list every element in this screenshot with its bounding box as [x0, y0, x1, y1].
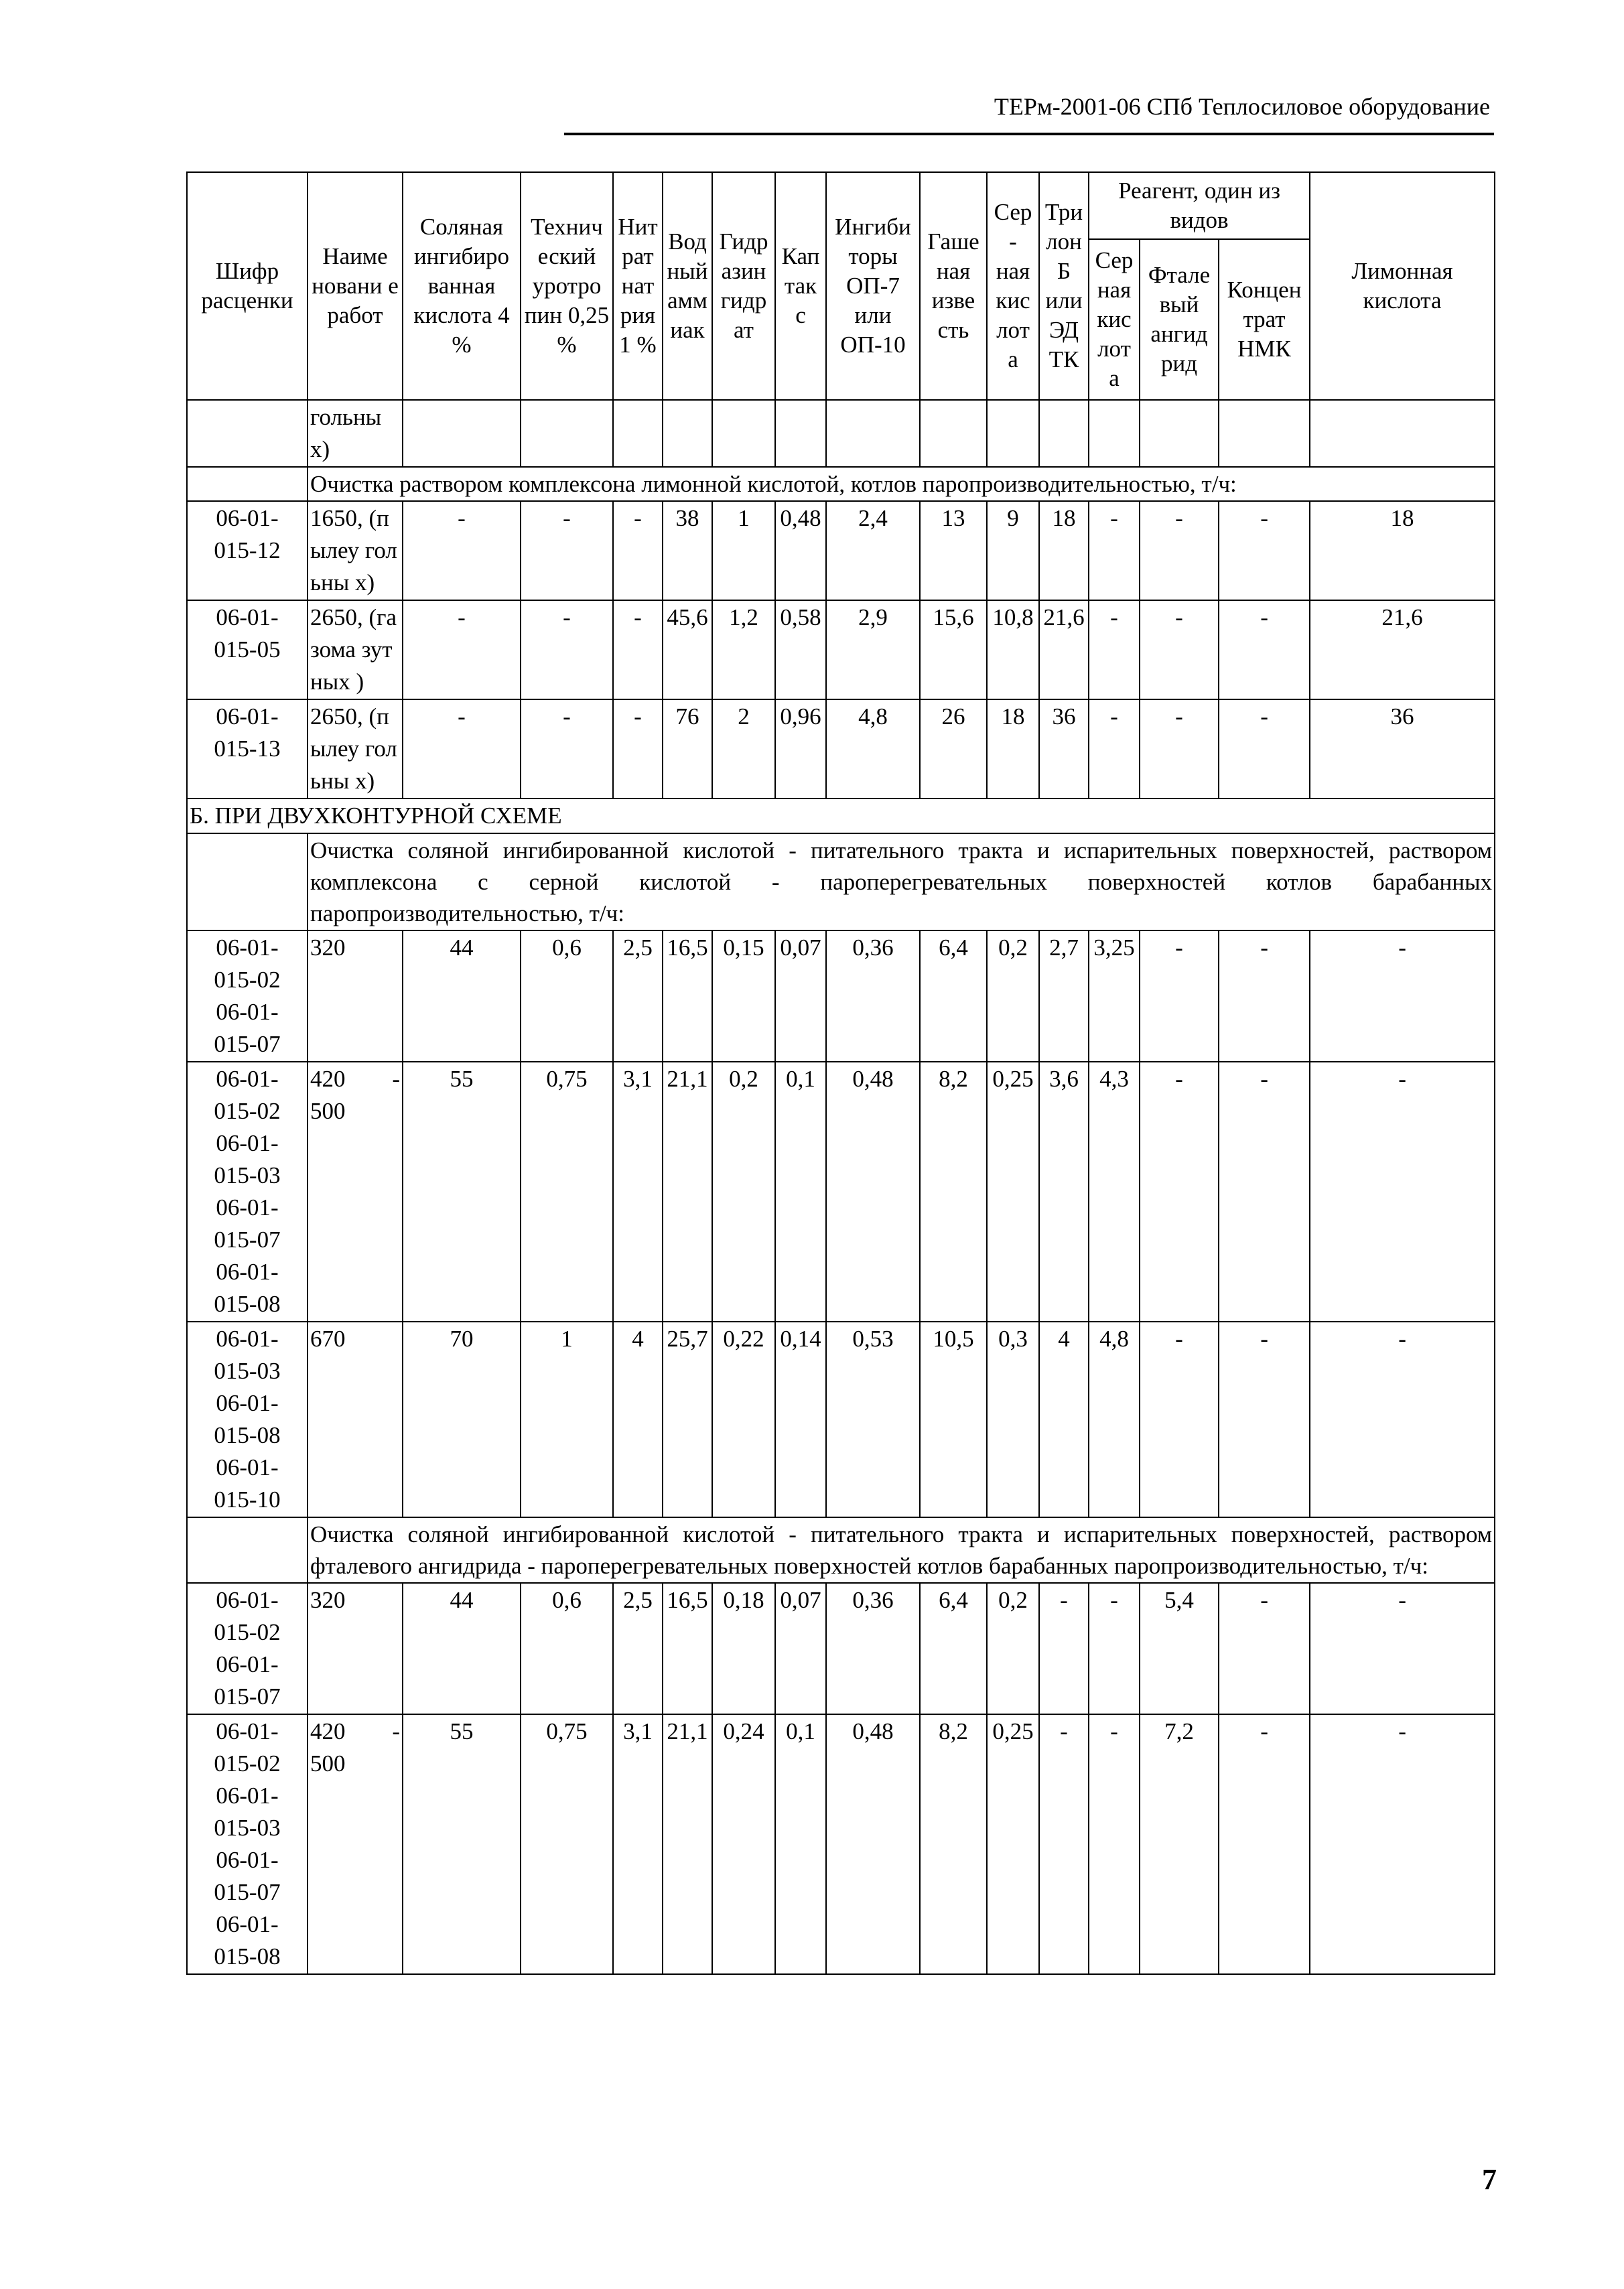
value-cell: 8,2 — [920, 1062, 987, 1322]
value-cell: 25,7 — [663, 1322, 712, 1517]
work-name: 670 — [310, 1326, 346, 1352]
col-header-code: Шифр расценки — [187, 172, 308, 400]
value-cell: 21,1 — [663, 1062, 712, 1322]
code-cell — [187, 1322, 308, 1517]
value-cell: - — [1219, 930, 1310, 1062]
value-cell: 0,75 — [521, 1714, 613, 1974]
col-header-reagent-phthalic: Фтале вый ангид рид — [1140, 239, 1219, 400]
value-cell: 1 — [712, 501, 775, 600]
value-cell: 2,7 — [1039, 930, 1089, 1062]
work-name-cell — [308, 600, 403, 699]
col-header-urotropin: Технич еский уротро пин 0,25 % — [521, 172, 613, 400]
work-name-cell — [308, 501, 403, 600]
value-cell: - — [1140, 699, 1219, 799]
value-cell: 13 — [920, 501, 987, 600]
code-line: 06-01- — [216, 1259, 279, 1285]
work-name: 320 — [310, 934, 346, 961]
value-cell: 38 — [663, 501, 712, 600]
subheading-a: Очистка раствором комплексона лимонной кислотой, котлов паропроизводительностью, т/ч: — [308, 467, 1495, 501]
value-cell: 15,6 — [920, 600, 987, 699]
subheading-b2: Очистка соляной ингибированной кислотой - питательного тракта и испарительных поверхностей, раствором фталевого ангидрида - пароперегревательных поверхностей котлов барабанных паропроизводительностью, т/ч: — [308, 1517, 1495, 1583]
value-cell: 18 — [1310, 501, 1495, 600]
value-cell: - — [1219, 1062, 1310, 1322]
value-cell: 2,5 — [613, 930, 663, 1062]
code-line: 06-01- — [216, 1783, 279, 1809]
value-cell: 16,5 — [663, 1583, 712, 1714]
code-line: 015-02 — [214, 1619, 281, 1645]
table-header — [187, 172, 1495, 400]
value-cell: - — [403, 699, 521, 799]
work-name-cell — [308, 699, 403, 799]
value-cell: - — [613, 501, 663, 600]
table-row — [187, 1322, 1495, 1517]
col-header-inhibitors: Ингиби торы ОП-7 или ОП-10 — [826, 172, 920, 400]
col-header-reagent-sulfuric: Сер ная кис лот а — [1089, 239, 1140, 400]
work-name: 1650, (пылеу гольны х) — [310, 505, 397, 596]
code-line: 015-12 — [214, 537, 281, 563]
value-cell: - — [1219, 1583, 1310, 1714]
range-dash: - — [392, 1718, 400, 1744]
code-line: 015-07 — [214, 1879, 281, 1905]
subheading-b1: Очистка соляной ингибированной кислотой - питательного тракта и испарительных поверхностей, раствором комплексона с серной кислотой - пароперегревательных поверхностей котлов барабанных паропроизводительностью, т/ч: — [308, 833, 1495, 930]
col-header-reagent-nmk: Концен трат НМК — [1219, 239, 1310, 400]
work-name-cell — [308, 930, 403, 1062]
norms-table — [186, 171, 1495, 1975]
work-name: 2650, (газома зутных ) — [310, 604, 397, 695]
value-cell: - — [1219, 1714, 1310, 1974]
value-cell: - — [1310, 1062, 1495, 1322]
code-cell — [187, 930, 308, 1062]
value-cell: 0,07 — [775, 1583, 826, 1714]
code-line: 06-01- — [216, 1454, 279, 1480]
code-line: 06-01- — [216, 934, 279, 961]
col-header-ammonia: Вод ный амм иак — [663, 172, 712, 400]
code-line: 06-01- — [216, 703, 279, 730]
code-cell — [187, 600, 308, 699]
value-cell: - — [1219, 600, 1310, 699]
value-cell: - — [403, 600, 521, 699]
value-cell: - — [613, 699, 663, 799]
col-header-citric-acid: Лимонная кислота — [1310, 172, 1495, 400]
table-row — [187, 1062, 1495, 1322]
rows-b1 — [187, 930, 1495, 1517]
value-cell: 55 — [403, 1062, 521, 1322]
code-cell — [187, 467, 308, 501]
col-header-lime: Гаше ная изве сть — [920, 172, 987, 400]
value-cell: 0,48 — [826, 1062, 920, 1322]
code-line: 015-02 — [214, 967, 281, 993]
value-cell: 0,3 — [987, 1322, 1039, 1517]
value-cell: 0,36 — [826, 930, 920, 1062]
value-cell: 3,25 — [1089, 930, 1140, 1062]
work-name-second: 500 — [310, 1098, 346, 1124]
value-cell: - — [521, 501, 613, 600]
table-row-continuation — [187, 400, 1495, 467]
value-cell: 4 — [1039, 1322, 1089, 1517]
code-line: 015-13 — [214, 736, 281, 762]
value-cell: 0,25 — [987, 1062, 1039, 1322]
code-cell — [187, 400, 308, 467]
value-cell: - — [1089, 1714, 1140, 1974]
value-cell: 6,4 — [920, 930, 987, 1062]
section-b-body — [187, 799, 1495, 930]
code-line: 06-01- — [216, 1130, 279, 1156]
value-cell: 21,6 — [1039, 600, 1089, 699]
value-cell: - — [1140, 1322, 1219, 1517]
value-cell: - — [1219, 501, 1310, 600]
table-row — [187, 1714, 1495, 1974]
section-heading-row — [187, 799, 1495, 833]
work-name-cell: гольны х) — [308, 400, 403, 467]
value-cell: - — [1140, 501, 1219, 600]
value-cell: 5,4 — [1140, 1583, 1219, 1714]
code-line: 06-01- — [216, 1326, 279, 1352]
code-line: 015-02 — [214, 1098, 281, 1124]
value-cell: 76 — [663, 699, 712, 799]
code-cell — [187, 1517, 308, 1583]
value-cell: 44 — [403, 1583, 521, 1714]
value-cell: - — [1219, 1322, 1310, 1517]
value-cell: 0,6 — [521, 1583, 613, 1714]
value-cell: 0,1 — [775, 1062, 826, 1322]
code-line: 06-01- — [216, 1066, 279, 1092]
value-cell: 0,15 — [712, 930, 775, 1062]
range-dash: - — [392, 1066, 400, 1092]
value-cell: 45,6 — [663, 600, 712, 699]
value-cell: - — [1140, 600, 1219, 699]
subheading-row — [187, 833, 1495, 930]
code-line: 015-08 — [214, 1943, 281, 1969]
table-row — [187, 699, 1495, 799]
value-cell: 2 — [712, 699, 775, 799]
table-row — [187, 930, 1495, 1062]
value-cell: 4,8 — [1089, 1322, 1140, 1517]
value-cell: 10,8 — [987, 600, 1039, 699]
value-cell: - — [521, 699, 613, 799]
col-header-hydrazine: Гидр азин гидр ат — [712, 172, 775, 400]
value-cell: - — [1089, 699, 1140, 799]
work-name-second: 500 — [310, 1750, 346, 1777]
value-cell: 0,24 — [712, 1714, 775, 1974]
value-cell: 55 — [403, 1714, 521, 1974]
work-name: 2650, (пылеу гольны х) — [310, 703, 397, 794]
value-cell: 4 — [613, 1322, 663, 1517]
table-row — [187, 501, 1495, 600]
value-cell: 0,2 — [712, 1062, 775, 1322]
value-cell: 0,48 — [775, 501, 826, 600]
value-cell: 7,2 — [1140, 1714, 1219, 1974]
value-cell: 0,25 — [987, 1714, 1039, 1974]
value-cell: 0,07 — [775, 930, 826, 1062]
value-cell: - — [613, 600, 663, 699]
work-name-cell — [308, 1322, 403, 1517]
col-header-trilon: Три лон Б или ЭД ТК — [1039, 172, 1089, 400]
value-cell: 10,5 — [920, 1322, 987, 1517]
value-cell: 1 — [521, 1322, 613, 1517]
value-cell: 0,36 — [826, 1583, 920, 1714]
subheading-b2-body — [187, 1517, 1495, 1583]
value-cell: 21,1 — [663, 1714, 712, 1974]
value-cell: 9 — [987, 501, 1039, 600]
value-cell: 6,4 — [920, 1583, 987, 1714]
code-line: 015-07 — [214, 1683, 281, 1710]
col-header-sulfuric-acid: Сер - ная кис лот а — [987, 172, 1039, 400]
value-cell: 0,48 — [826, 1714, 920, 1974]
col-header-nitrate: Нит рат нат рия 1 % — [613, 172, 663, 400]
value-cell: 1,2 — [712, 600, 775, 699]
value-cell: 0,2 — [987, 930, 1039, 1062]
value-cell: 0,14 — [775, 1322, 826, 1517]
value-cell: 0,96 — [775, 699, 826, 799]
value-cell: - — [1219, 699, 1310, 799]
value-cell: 18 — [1039, 501, 1089, 600]
code-line: 06-01- — [216, 1651, 279, 1677]
code-line: 015-05 — [214, 636, 281, 663]
code-line: 015-07 — [214, 1227, 281, 1253]
col-header-kaptaks: Кап так с — [775, 172, 826, 400]
value-cell: 4,3 — [1089, 1062, 1140, 1322]
code-line: 015-10 — [214, 1486, 281, 1513]
value-cell: 18 — [987, 699, 1039, 799]
value-cell: 4,8 — [826, 699, 920, 799]
value-cell: - — [1310, 930, 1495, 1062]
value-cell: 0,58 — [775, 600, 826, 699]
value-cell: - — [1089, 501, 1140, 600]
value-cell: 26 — [920, 699, 987, 799]
col-header-name: Наиме новани е работ — [308, 172, 403, 400]
work-name-cell — [308, 1062, 403, 1322]
code-line: 015-03 — [214, 1815, 281, 1841]
value-cell: 70 — [403, 1322, 521, 1517]
code-cell — [187, 1062, 308, 1322]
value-cell: 0,75 — [521, 1062, 613, 1322]
table-row — [187, 600, 1495, 699]
value-cell: 21,6 — [1310, 600, 1495, 699]
code-cell — [187, 833, 308, 930]
value-cell: - — [1310, 1714, 1495, 1974]
col-header-hcl: Соляная ингибиро ванная кислота 4 % — [403, 172, 521, 400]
value-cell: 0,1 — [775, 1714, 826, 1974]
code-line: 015-03 — [214, 1358, 281, 1384]
code-line: 06-01- — [216, 1847, 279, 1873]
work-name-cell — [308, 1714, 403, 1974]
value-cell: 36 — [1310, 699, 1495, 799]
value-cell: 0,6 — [521, 930, 613, 1062]
rows-b2 — [187, 1583, 1495, 1974]
code-line: 06-01- — [216, 1587, 279, 1613]
code-line: 015-08 — [214, 1291, 281, 1317]
value-cell: - — [521, 600, 613, 699]
value-cell: - — [1089, 1583, 1140, 1714]
value-cell: 3,1 — [613, 1062, 663, 1322]
code-line: 06-01- — [216, 999, 279, 1025]
page-number: 7 — [1482, 2163, 1497, 2196]
work-name: 420 — [310, 1718, 346, 1744]
subheading-row — [187, 1517, 1495, 1583]
code-line: 06-01- — [216, 1718, 279, 1744]
code-line: 06-01- — [216, 1911, 279, 1937]
value-cell: - — [1039, 1583, 1089, 1714]
value-cell: - — [403, 501, 521, 600]
value-cell: - — [1140, 930, 1219, 1062]
value-cell: 0,2 — [987, 1583, 1039, 1714]
code-cell — [187, 1583, 308, 1714]
value-cell: 2,9 — [826, 600, 920, 699]
code-cell — [187, 501, 308, 600]
code-line: 015-03 — [214, 1162, 281, 1188]
code-line: 015-08 — [214, 1422, 281, 1448]
value-cell: 3,1 — [613, 1714, 663, 1974]
table-body — [187, 400, 1495, 501]
code-line: 015-02 — [214, 1750, 281, 1777]
value-cell: 44 — [403, 930, 521, 1062]
value-cell: - — [1310, 1583, 1495, 1714]
value-cell: - — [1310, 1322, 1495, 1517]
value-cell: 36 — [1039, 699, 1089, 799]
code-line: 015-07 — [214, 1031, 281, 1057]
subheading-row — [187, 467, 1495, 501]
table-row — [187, 1583, 1495, 1714]
value-cell: 2,4 — [826, 501, 920, 600]
running-header: ТЕРм-2001-06 СПб Теплосиловое оборудование — [994, 93, 1490, 120]
value-cell: 8,2 — [920, 1714, 987, 1974]
value-cell: 0,22 — [712, 1322, 775, 1517]
code-line: 06-01- — [216, 505, 279, 531]
value-cell: 2,5 — [613, 1583, 663, 1714]
value-cell: - — [1039, 1714, 1089, 1974]
value-cell: 16,5 — [663, 930, 712, 1062]
work-name: 320 — [310, 1587, 346, 1613]
value-cell: - — [1089, 600, 1140, 699]
value-cell: - — [1140, 1062, 1219, 1322]
code-line: 06-01- — [216, 1194, 279, 1221]
header-rule — [564, 133, 1494, 135]
col-header-reagent-group: Реагент, один из видов — [1089, 172, 1310, 239]
code-line: 06-01- — [216, 604, 279, 630]
code-cell — [187, 699, 308, 799]
rows-a — [187, 501, 1495, 799]
code-line: 06-01- — [216, 1390, 279, 1416]
work-name-cell — [308, 1583, 403, 1714]
value-cell: 0,18 — [712, 1583, 775, 1714]
work-name: 420 — [310, 1066, 346, 1092]
code-cell — [187, 1714, 308, 1974]
section-heading-b: Б. ПРИ ДВУХКОНТУРНОЙ СХЕМЕ — [187, 799, 1495, 833]
value-cell: 0,53 — [826, 1322, 920, 1517]
value-cell: 3,6 — [1039, 1062, 1089, 1322]
